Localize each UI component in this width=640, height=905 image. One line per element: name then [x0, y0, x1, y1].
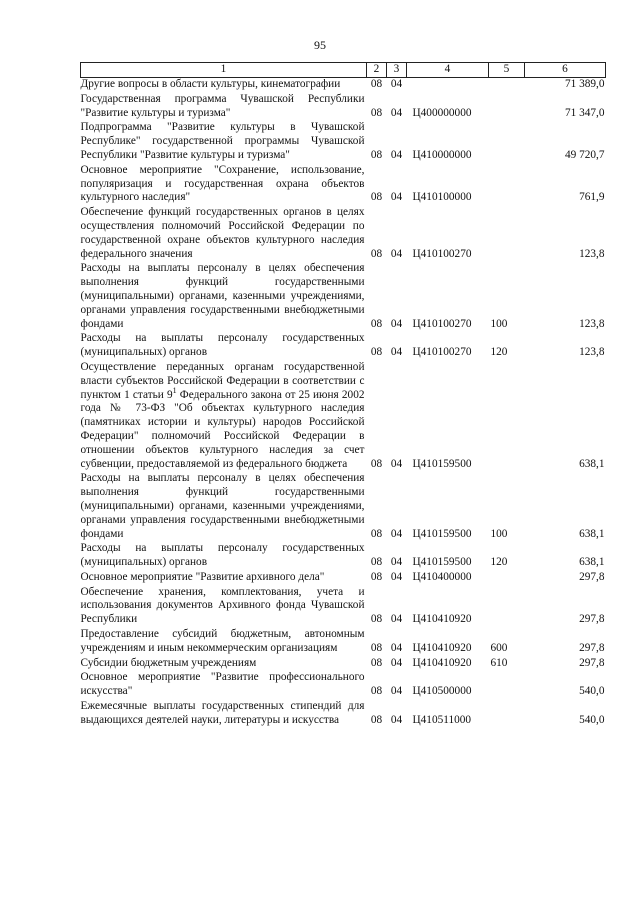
- row-target-article: Ц410410920: [412, 656, 472, 669]
- row-section: 08: [370, 457, 383, 470]
- row-target-article: Ц410400000: [412, 570, 472, 583]
- table-row: [81, 571, 606, 586]
- row-amount: 540,0: [579, 713, 605, 726]
- row-name: Субсидии бюджетным учреждениям: [80, 656, 257, 669]
- budget-table: [80, 62, 606, 729]
- row-expense-type: [489, 78, 525, 93]
- row-subsection: 04: [390, 556, 403, 569]
- row-name: Подпрограмма "Развитие культуры в Чувашской Республике" государственной программы Чувашской Республики "Развитие культуры и туризма": [80, 121, 365, 161]
- table-header-row: [81, 63, 606, 78]
- row-target-article: Ц410100270: [412, 247, 472, 260]
- row-name: [81, 361, 367, 472]
- row-expense-type: [489, 206, 525, 262]
- row-section: 08: [370, 148, 383, 161]
- row-amount: 297,8: [579, 656, 605, 669]
- row-section: 08: [370, 570, 383, 583]
- row-name: Ежемесячные выплаты государственных стипендий для выдающихся деятелей науки, литературы и искусства: [80, 700, 365, 726]
- row-amount: 297,8: [579, 641, 605, 654]
- row-name: Обеспечение функций государственных органов в целях осуществления полномочий Российской Федерации по государственной охране объектов культурного наследия федерального значения: [80, 206, 365, 260]
- row-section: 08: [370, 247, 383, 260]
- row-target-article: Ц410100000: [412, 191, 472, 204]
- row-section: 08: [370, 656, 383, 669]
- row-subsection: 04: [390, 106, 403, 119]
- table-row: [81, 262, 606, 332]
- row-target-article: Ц400000000: [412, 106, 472, 119]
- row-amount: 123,8: [579, 346, 605, 359]
- row-subsection: 04: [390, 457, 403, 470]
- table-row: [81, 164, 606, 206]
- row-expense-type: 100: [490, 527, 508, 540]
- table-row: [81, 332, 606, 361]
- column-header: 4: [407, 63, 489, 78]
- row-expense-type: [489, 121, 525, 163]
- row-amount: 638,1: [579, 527, 605, 540]
- row-amount: 540,0: [579, 685, 605, 698]
- row-amount: 49 720,7: [564, 148, 605, 161]
- row-subsection: 04: [390, 247, 403, 260]
- column-header: 3: [387, 63, 407, 78]
- row-target-article: Ц410159500: [412, 457, 472, 470]
- table-row: [81, 93, 606, 122]
- row-expense-type: [489, 671, 525, 700]
- row-subsection: 04: [390, 613, 403, 626]
- column-header: 1: [81, 63, 367, 78]
- row-subsection: 04: [390, 78, 403, 90]
- row-target-article: [407, 78, 489, 93]
- row-expense-type: 100: [490, 317, 508, 330]
- table-row: [81, 657, 606, 672]
- row-expense-type: [489, 700, 525, 729]
- row-amount: 123,8: [579, 247, 605, 260]
- row-subsection: 04: [390, 346, 403, 359]
- row-subsection: 04: [390, 713, 403, 726]
- row-expense-type: [489, 164, 525, 206]
- row-name: Другие вопросы в области культуры, кинематографии: [80, 78, 341, 90]
- table-row: [81, 700, 606, 729]
- row-expense-type: [489, 571, 525, 586]
- row-amount: 123,8: [579, 317, 605, 330]
- column-header: 6: [525, 63, 606, 78]
- page-number: 95: [314, 38, 326, 52]
- row-amount: 638,1: [579, 457, 605, 470]
- row-subsection: 04: [390, 656, 403, 669]
- row-name: Предоставление субсидий бюджетным, автономным учреждениям и иным некоммерческим организациям: [80, 628, 365, 654]
- table-row: [81, 121, 606, 163]
- row-amount: 297,8: [579, 613, 605, 626]
- table-row: [81, 628, 606, 657]
- row-name: Расходы на выплаты персоналу в целях обеспечения выполнения функций государственными (муниципальными) органами, казенными учреждениями, органами управления государственными внебюджетными фондами: [80, 472, 365, 540]
- row-name: Основное мероприятие "Сохранение, использование, популяризация и государственная охрана объектов культурного наследия": [80, 163, 365, 204]
- column-header: 5: [489, 63, 525, 78]
- row-target-article: Ц410511000: [412, 713, 472, 726]
- row-section: 08: [370, 191, 383, 204]
- row-subsection: 04: [390, 527, 403, 540]
- row-target-article: Ц410000000: [412, 148, 472, 161]
- row-target-article: Ц410100270: [412, 317, 472, 330]
- row-subsection: 04: [390, 191, 403, 204]
- article-superscript: 1: [172, 385, 177, 395]
- row-name: Расходы на выплаты персоналу в целях обеспечения выполнения функций государственными (муниципальными) органами, казенными учреждениями, органами управления государственными внебюджетными фондами: [80, 262, 365, 330]
- row-section: 08: [370, 713, 383, 726]
- row-amount: 638,1: [579, 556, 605, 569]
- row-expense-type: 120: [490, 346, 508, 359]
- row-target-article: Ц410500000: [412, 685, 472, 698]
- table-row: [81, 361, 606, 472]
- row-section: 08: [370, 346, 383, 359]
- row-subsection: 04: [390, 148, 403, 161]
- table-row: [81, 671, 606, 700]
- row-name: Основное мероприятие "Развитие архивного дела": [80, 570, 325, 583]
- table-row: [81, 586, 606, 628]
- row-amount: 297,8: [579, 570, 605, 583]
- row-expense-type: [489, 361, 525, 472]
- row-name-part: Федерального закона от 25 июня 2002 года № 73-ФЗ "Об объектах культурного наследия (памятниках истории и культуры) народов Российской Федерации" полномочий Российской Федерации в отношении объектов культурного наследия за счет субвенции, предоставляемой из федерального бюджета: [80, 388, 365, 470]
- row-name: Обеспечение хранения, комплектования, учета и использования документов Архивного фонда Чувашской Республики: [80, 585, 365, 626]
- row-section: 08: [370, 641, 383, 654]
- row-name: Основное мероприятие "Развитие профессионального искусства": [80, 671, 365, 698]
- row-section: 08: [370, 556, 383, 569]
- row-name: Расходы на выплаты персоналу государственных (муниципальных) органов: [80, 542, 365, 569]
- row-target-article: Ц410100270: [412, 346, 472, 359]
- row-subsection: 04: [390, 570, 403, 583]
- row-expense-type: 600: [490, 641, 508, 654]
- row-section: 08: [370, 78, 383, 90]
- row-section: 08: [370, 685, 383, 698]
- row-expense-type: 610: [490, 656, 508, 669]
- row-amount: 71 347,0: [564, 106, 605, 119]
- row-target-article: Ц410410920: [412, 641, 472, 654]
- row-subsection: 04: [390, 685, 403, 698]
- row-target-article: Ц410159500: [412, 527, 472, 540]
- row-subsection: 04: [390, 317, 403, 330]
- row-section: 08: [370, 613, 383, 626]
- table-row: [81, 472, 606, 542]
- row-expense-type: [489, 586, 525, 628]
- row-name: Государственная программа Чувашской Республики "Развитие культуры и туризма": [80, 92, 365, 119]
- row-expense-type: [489, 93, 525, 122]
- table-row: [81, 78, 606, 93]
- row-target-article: Ц410159500: [412, 556, 472, 569]
- table-row: [81, 542, 606, 571]
- row-section: 08: [370, 106, 383, 119]
- column-header: 2: [367, 63, 387, 78]
- row-amount: 761,9: [579, 191, 605, 204]
- row-target-article: Ц410410920: [412, 613, 472, 626]
- row-subsection: 04: [390, 641, 403, 654]
- row-name-part: Осуществление переданных органам государственной власти субъектов Российской Федерации в соответствии с пунктом 1 статьи 9: [80, 360, 365, 401]
- row-amount: 71 389,0: [564, 78, 605, 90]
- row-section: 08: [370, 527, 383, 540]
- row-name: Расходы на выплаты персоналу государственных (муниципальных) органов: [80, 332, 365, 359]
- row-expense-type: 120: [490, 556, 508, 569]
- table-row: [81, 206, 606, 262]
- row-section: 08: [370, 317, 383, 330]
